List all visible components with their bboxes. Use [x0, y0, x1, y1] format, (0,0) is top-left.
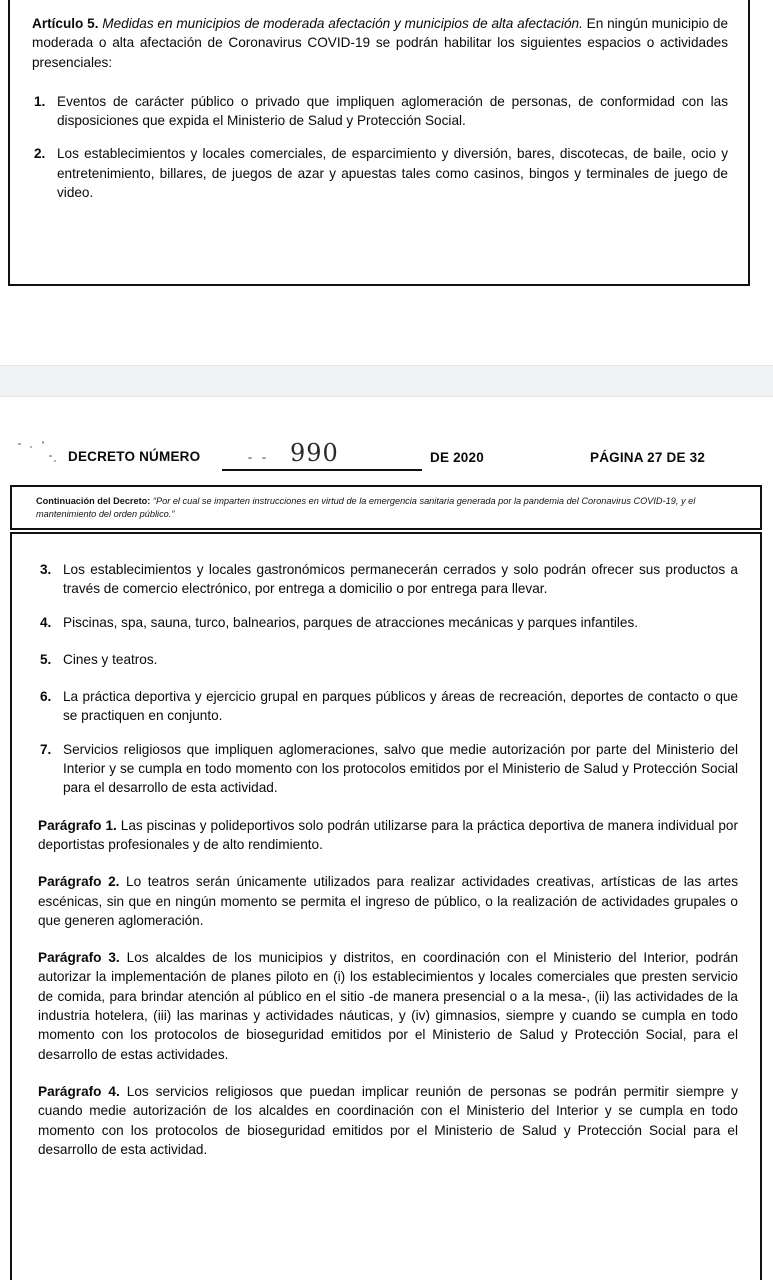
list-item [32, 144, 728, 202]
paragraph-text: Lo teatros serán únicamente utilizados para realizar actividades creativas, artísticas de las artes escénicas, sin que en ningún momento se permita el ingreso de público, o la realización de actividades grupales o que generen aglomeración. [38, 874, 738, 928]
list-item-marker: 7. [40, 741, 52, 757]
scan-speck [49, 455, 52, 457]
page-fragment-previous [8, 0, 750, 286]
list-item-text: Piscinas, spa, sauna, turco, balnearios, parques de atracciones mecánicas y parques infantiles. [63, 614, 639, 630]
page-separator-band [0, 365, 773, 397]
list-item [38, 613, 738, 632]
continuation-prefix: Continuación del Decreto: [36, 496, 151, 506]
prohibited-activities-list-page-two [38, 560, 738, 798]
paragraph-label: Parágrafo 4. [38, 1083, 120, 1099]
article-5-lead [32, 14, 728, 72]
paragraph-text: Las piscinas y polideportivos solo podrán utilizarse para la práctica deportiva de manera individual por deportistas profesionales y de alto rendimiento. [38, 817, 739, 852]
scan-speck [248, 457, 252, 459]
paragraph-4 [38, 1082, 738, 1159]
page-two-content [12, 534, 760, 1159]
prohibited-activities-list-page-one [32, 92, 728, 202]
page-indicator: PÁGINA 27 DE 32 [590, 450, 706, 465]
continuation-quote: “Por el cual se imparten instrucciones en virtud de la emergencia sanitaria generada por la pandemia del Coronavirus COVID-19, y el mantenimiento del orden público.” [36, 496, 696, 520]
list-item-text: Eventos de carácter público o privado que impliquen aglomeración de personas, de conformidad con las disposiciones que expida el Ministerio de Salud y Protección Social. [57, 93, 728, 129]
sheet-gap [0, 286, 773, 365]
scan-speck [54, 460, 56, 462]
list-item-text: Los establecimientos y locales gastronómicos permanecerán cerrados y solo podrán ofrecer sus productos a través de comercio electrónico, por entrega a domicilio o por entrega para llevar. [63, 562, 738, 597]
list-item-marker: 3. [40, 562, 52, 577]
list-item-marker: 2. [34, 146, 46, 162]
list-item-marker: 4. [40, 614, 52, 630]
decreto-header [0, 441, 773, 475]
page-one-content [10, 0, 748, 202]
article-lead-text: En ningún municipio de moderada o alta afectación de Coronavirus COVID-19 se podrán habilitar los siguientes espacios o actividades presenciales: [32, 16, 729, 70]
paragraph-label: Parágrafo 3. [38, 950, 120, 966]
list-item-marker: 6. [40, 689, 52, 705]
list-item [38, 740, 738, 798]
list-item [38, 650, 738, 669]
list-item-marker: 5. [40, 651, 52, 667]
scan-speck [18, 443, 21, 445]
paragraph-3 [38, 948, 738, 1064]
body-box [10, 532, 762, 1280]
paragraph-label: Parágrafo 1. [38, 817, 117, 833]
list-item [32, 92, 728, 131]
decreto-number-underline [222, 469, 422, 471]
list-item-marker: 1. [34, 93, 46, 109]
list-item-text: Los establecimientos y locales comerciales, de esparcimiento y diversión, bares, discotecas, de baile, ocio y entretenimiento, billares, de juegos de azar y apuestas tales como casinos, bingos y terminales de juego de video. [57, 146, 728, 201]
paragraph-text: Los alcaldes de los municipios y distritos, en coordinación con el Ministerio del Interior, podrán autorizar la implementación de planes piloto en (i) los establecimientos y locales comerciales que presten servicio de comida, para brindar atención al público en el sitio -de manera presencial o a la mesa-, (ii) las actividades de la industria hotelera, (iii) las marinas y actividades náuticas, y (iv) gimnasios, siempre y cuando se cumpla en todo momento con los protocolos de bioseguridad emitidos por el Ministerio de Salud y Protección Social, para el desarrollo de estas actividades. [38, 950, 739, 1062]
decreto-number-label: DECRETO NÚMERO [68, 449, 201, 464]
list-item [38, 687, 738, 726]
list-item-text: Servicios religiosos que impliquen aglomeraciones, salvo que medie autorización por parte del Ministerio del Interior y se cumpla en todo momento con los protocolos emitidos por el Ministerio de Salud y Protección Social para el desarrollo de esta actividad. [63, 741, 738, 796]
scan-speck [42, 441, 44, 444]
article-title: Medidas en municipios de moderada afectación y municipios de alta afectación. [102, 16, 583, 31]
scan-speck [262, 457, 266, 459]
paragraph-label: Parágrafo 2. [38, 874, 120, 890]
list-item [38, 560, 738, 599]
paragraph-1 [38, 816, 738, 855]
scan-speck [30, 446, 32, 448]
list-item-text: Cines y teatros. [63, 651, 158, 667]
decreto-number-value: 990 [290, 439, 339, 467]
continuation-box [10, 485, 762, 530]
decreto-year: DE 2020 [430, 450, 484, 465]
paragraph-text: Los servicios religiosos que puedan implicar reunión de personas se podrán permitir siempre y cuando medie autorización de los alcaldes en coordinación con el Ministerio del Interior y se cumpla en todo momento con los protocolos de bioseguridad emitidos por el Ministerio de Salud y Protección Social para el desarrollo de esta actividad. [38, 1083, 739, 1157]
page-27 [0, 397, 773, 1280]
article-label: Artículo 5. [32, 16, 99, 31]
paragraph-2 [38, 872, 738, 930]
continuation-text [12, 487, 760, 522]
list-item-text: La práctica deportiva y ejercicio grupal en parques públicos y áreas de recreación, deportes de contacto o que se practiquen en conjunto. [63, 689, 738, 724]
